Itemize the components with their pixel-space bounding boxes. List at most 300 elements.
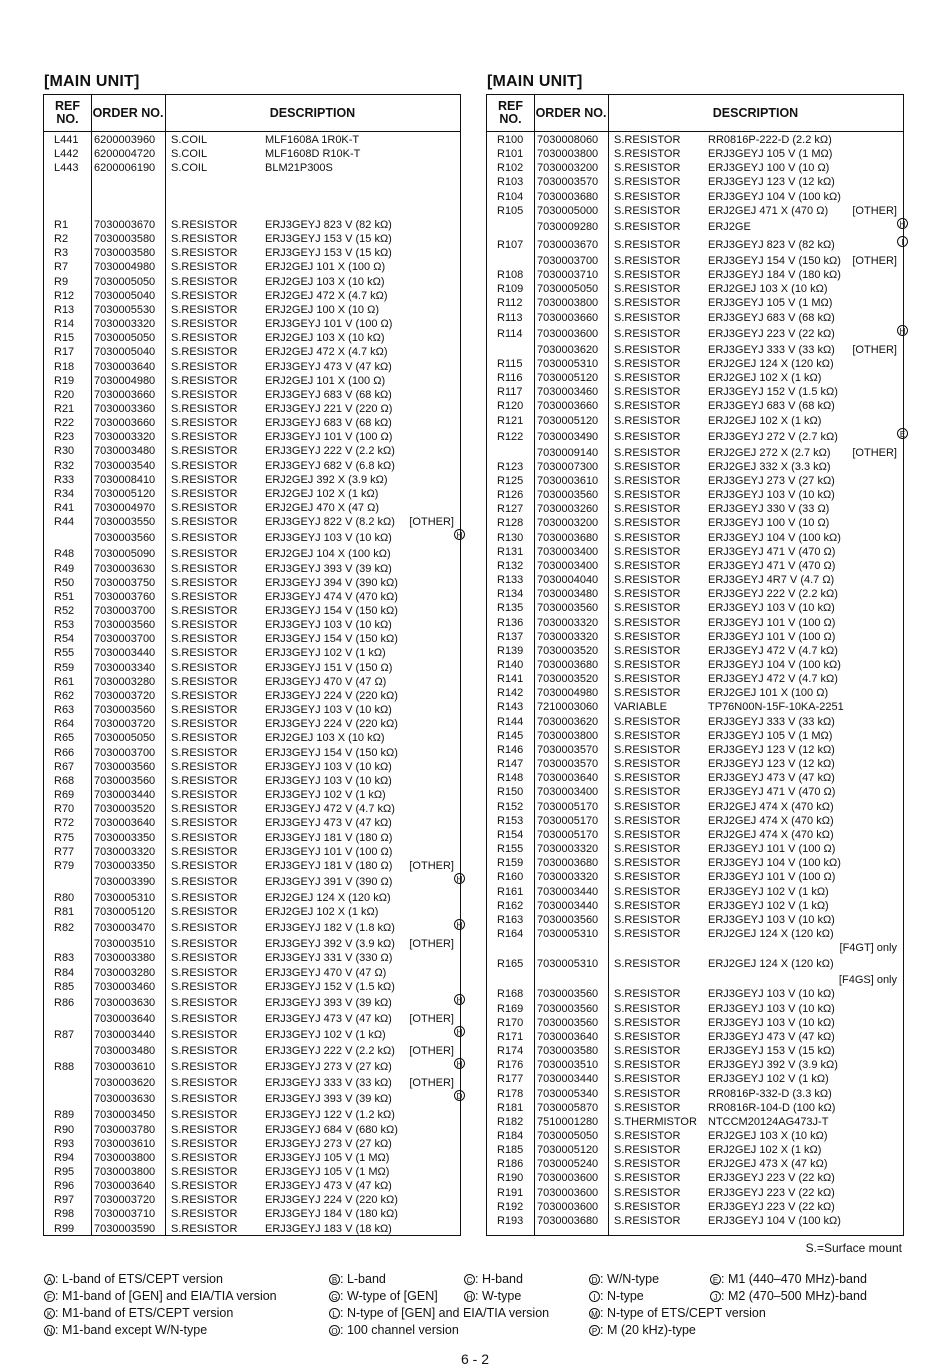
order-cell: 7030003460 — [94, 980, 156, 993]
ref-cell: R112 — [497, 297, 523, 310]
description-cell: ERJ3GEYJ 153 V (15 kΩ) — [708, 1045, 835, 1058]
order-cell: 7030008060 — [537, 134, 599, 146]
table-row — [487, 446, 903, 460]
description-cell: ERJ3GEYJ 683 V (68 kΩ) — [265, 417, 392, 430]
legend-text: : L-band of ETS/CEPT version — [55, 1272, 223, 1286]
description-cell: ERJ3GEYJ 393 V (39 kΩ) — [265, 1093, 392, 1106]
table-row — [44, 1123, 460, 1137]
table-row — [487, 842, 903, 856]
order-cell: 6200004720 — [94, 148, 156, 161]
table-row — [487, 147, 903, 161]
description-cell: ERJ3GEYJ 154 V (150 kΩ) — [708, 254, 841, 267]
legend-text: : M1-band except W/N-type — [55, 1323, 208, 1337]
table-row — [487, 311, 903, 325]
description-cell: ERJ2GEJ 474 X (470 kΩ) — [708, 800, 834, 813]
description-cell: ERJ3GEYJ 103 V (10 kΩ) — [708, 1002, 835, 1015]
table-row — [487, 1087, 903, 1101]
description-cell: ERJ3GEYJ 103 V (10 kΩ) — [265, 619, 392, 632]
header-ref: REF NO. — [55, 99, 80, 126]
part-type-cell: S.RESISTOR — [171, 303, 238, 316]
part-type-cell: S.RESISTOR — [171, 845, 238, 858]
table-row — [487, 743, 903, 757]
order-cell: 7030003630 — [94, 1093, 156, 1106]
part-type-cell: S.RESISTOR — [614, 758, 681, 771]
ref-cell: R165 — [497, 958, 524, 971]
order-cell: 7030003600 — [537, 1186, 599, 1199]
description-cell: ERJ3GEYJ 100 V (10 Ω) — [708, 162, 830, 175]
table-row — [44, 260, 460, 274]
version-mark-icon: K — [44, 1308, 55, 1319]
legend-text: : 100 channel version — [340, 1323, 459, 1337]
table-row — [44, 345, 460, 359]
order-cell: 7030003670 — [94, 218, 156, 231]
part-type-cell: S.RESISTOR — [171, 1222, 238, 1235]
order-cell: 7030003800 — [94, 1166, 156, 1178]
order-cell: 7030003350 — [94, 859, 156, 872]
table-row — [487, 414, 903, 428]
ref-cell: R145 — [497, 729, 524, 742]
ref-cell: R160 — [497, 871, 524, 884]
part-type-cell: S.RESISTOR — [171, 562, 238, 575]
table-row — [487, 190, 903, 204]
description-cell: BLM21P300S — [265, 162, 333, 175]
ref-cell: R141 — [497, 673, 524, 686]
table-row — [44, 1207, 460, 1221]
part-type-cell: S.RESISTOR — [614, 1002, 681, 1015]
ref-cell: R150 — [497, 786, 524, 799]
description-cell: ERJ3GEYJ 104 V (100 kΩ) — [708, 659, 841, 671]
part-type-cell: S.RESISTOR — [614, 545, 681, 558]
description-cell: ERJ3GEYJ 100 V (10 Ω) — [708, 517, 830, 530]
part-type-cell: S.RESISTOR — [171, 906, 238, 919]
description-cell: ERJ3GEYJ 123 V (12 kΩ) — [708, 758, 835, 771]
legend-item — [589, 1323, 696, 1337]
order-cell: 7030005040 — [94, 289, 156, 302]
legend-item — [44, 1289, 277, 1303]
ref-cell: R3 — [54, 247, 69, 260]
order-cell: 7030003610 — [94, 1061, 156, 1074]
version-mark-icon: H — [454, 1026, 465, 1037]
description-cell: ERJ2GEJ 101 X (100 Ω) — [265, 374, 386, 387]
description-cell: ERJ3GEYJ 101 V (100 Ω) — [265, 318, 393, 331]
description-cell: ERJ3GEYJ 104 V (100 kΩ) — [708, 531, 841, 544]
ref-cell: R128 — [497, 517, 524, 530]
table-row — [487, 828, 903, 842]
order-cell: 7030003590 — [94, 1222, 156, 1235]
order-cell: 7030005310 — [537, 357, 599, 370]
table-row — [44, 161, 460, 175]
part-type-cell: S.RESISTOR — [614, 927, 681, 940]
order-cell: 7030003680 — [537, 857, 599, 870]
ref-cell: R17 — [54, 346, 75, 359]
ref-cell: R105 — [497, 204, 524, 217]
description-cell: RR0816R-104-D (100 kΩ) — [708, 1101, 836, 1114]
ref-cell: R51 — [54, 590, 75, 603]
part-type-cell: S.RESISTOR — [171, 431, 238, 444]
order-cell: 7030004980 — [94, 261, 156, 274]
ref-cell: R116 — [497, 372, 523, 385]
order-cell: 7030003660 — [537, 311, 599, 324]
order-cell: 7030003580 — [537, 1045, 599, 1058]
order-cell: 7030003460 — [537, 386, 599, 399]
description-cell: ERJ3GEYJ 472 V (4.7 kΩ) — [265, 803, 395, 816]
ref-cell: R102 — [497, 162, 524, 175]
version-mark-icon: D — [454, 1090, 465, 1101]
variant-tag: [OTHER] — [409, 859, 454, 872]
part-type-cell: S.RESISTOR — [614, 857, 681, 870]
table-row — [487, 899, 903, 913]
order-cell: 7030003640 — [537, 772, 599, 785]
description-cell: ERJ3GEYJ 823 V (82 kΩ) — [708, 238, 835, 251]
legend-item — [589, 1272, 659, 1286]
order-cell: 7030003320 — [537, 616, 599, 629]
table-row — [487, 204, 903, 218]
description-cell: ERJ3GEYJ 222 V (2.2 kΩ) — [708, 588, 838, 601]
ref-cell: R177 — [497, 1073, 524, 1086]
description-cell: ERJ3GEYJ 102 V (1 kΩ) — [265, 647, 386, 660]
ref-cell: R126 — [497, 489, 524, 502]
order-cell: 7030003520 — [94, 803, 156, 816]
order-cell: 7030003630 — [94, 562, 156, 575]
part-type-cell: S.RESISTOR — [614, 400, 681, 413]
part-type-cell: S.RESISTOR — [171, 445, 238, 458]
part-type-cell: S.RESISTOR — [614, 687, 681, 700]
header-order: ORDER NO. — [92, 105, 164, 120]
description-cell: ERJ3GEYJ 222 V (2.2 kΩ) — [265, 1045, 395, 1058]
description-cell: ERJ3GEYJ 470 V (47 Ω) — [265, 966, 387, 979]
order-cell: 7030003390 — [94, 875, 156, 888]
order-cell: 7030004040 — [537, 574, 599, 587]
ref-cell: R90 — [54, 1123, 75, 1136]
ref-cell: R136 — [497, 616, 524, 629]
ref-cell: R130 — [497, 531, 524, 544]
part-type-cell: S.RESISTOR — [171, 1077, 238, 1090]
description-cell: ERJ3GEYJ 101 V (100 Ω) — [708, 630, 836, 643]
part-type-cell: S.RESISTOR — [614, 162, 681, 175]
order-cell: 7030003640 — [537, 1030, 599, 1043]
part-type-cell: S.RESISTOR — [614, 220, 681, 233]
table-row — [44, 360, 460, 374]
table-body — [487, 133, 906, 1228]
description-cell: ERJ3GEYJ 104 V (100 kΩ) — [708, 1214, 841, 1227]
part-type-cell: S.RESISTOR — [171, 760, 238, 773]
table-row — [44, 1151, 460, 1165]
order-cell: 7030003640 — [94, 817, 156, 830]
order-cell: 6200006190 — [94, 162, 156, 175]
table-row — [487, 296, 903, 310]
order-cell: 7030005050 — [94, 732, 156, 745]
table-row — [487, 428, 906, 446]
order-cell: 7030003800 — [94, 1151, 156, 1164]
order-cell: 7030005050 — [94, 275, 156, 288]
ref-cell: L443 — [54, 162, 79, 175]
legend-item — [44, 1323, 207, 1337]
description-cell: ERJ3GEYJ 102 V (1 kΩ) — [708, 899, 829, 912]
part-type-cell: S.RESISTOR — [171, 1137, 238, 1150]
ref-cell: R15 — [54, 332, 75, 345]
variant-tag: [OTHER] — [409, 938, 454, 951]
legend-text: : L-band — [340, 1272, 386, 1286]
ref-cell: R7 — [54, 261, 69, 274]
description-cell: ERJ3GEYJ 103 V (10 kΩ) — [708, 913, 835, 926]
table-row — [44, 275, 460, 289]
table-row — [44, 632, 460, 646]
ref-cell: R185 — [497, 1144, 524, 1157]
part-type-cell: S.RESISTOR — [614, 574, 681, 587]
table-row — [44, 746, 460, 760]
order-cell: 7030003710 — [94, 1208, 156, 1221]
ref-cell: R50 — [54, 576, 75, 589]
order-cell: 7030003720 — [94, 1194, 156, 1207]
description-cell: ERJ3GEYJ 105 V (1 MΩ) — [708, 729, 833, 742]
part-type-cell: S.RESISTOR — [171, 1123, 238, 1136]
part-type-cell: S.RESISTOR — [171, 318, 238, 331]
description-cell: ERJ3GEYJ 393 V (39 kΩ) — [265, 996, 392, 1009]
order-cell: 7030003700 — [94, 633, 156, 646]
part-type-cell: S.RESISTOR — [171, 487, 238, 500]
variant-tag: [OTHER] — [852, 446, 897, 459]
table-row — [44, 175, 460, 189]
description-cell: ERJ3GEYJ 272 V (2.7 kΩ) — [708, 430, 838, 443]
table-row — [44, 816, 460, 830]
order-cell: 7030003440 — [94, 789, 156, 802]
legend-item — [589, 1289, 644, 1303]
ref-cell: R75 — [54, 831, 75, 844]
ref-cell: R72 — [54, 817, 75, 830]
table-row — [44, 1193, 460, 1207]
table-row — [487, 856, 903, 870]
legend-item — [710, 1289, 867, 1303]
surface-mount-note: S.=Surface mount — [805, 1241, 902, 1255]
table-row — [487, 913, 903, 927]
order-cell: 7030003710 — [537, 269, 599, 282]
table-row — [44, 147, 460, 161]
table-row — [487, 616, 903, 630]
table-row — [44, 966, 460, 980]
part-type-cell: S.RESISTOR — [614, 715, 681, 728]
description-cell: ERJ3GEYJ 223 V (22 kΩ) — [708, 327, 835, 340]
order-cell: 7030005170 — [537, 828, 599, 841]
table-row — [487, 955, 903, 973]
description-cell: ERJ3GEYJ 101 V (100 Ω) — [708, 871, 836, 884]
order-cell: 7030005050 — [537, 283, 599, 296]
table-row — [44, 515, 460, 529]
description-cell: ERJ3GEYJ 103 V (10 kΩ) — [265, 774, 392, 787]
table-row — [44, 501, 460, 515]
part-type-cell: S.RESISTOR — [171, 1180, 238, 1193]
order-cell: 7030003440 — [94, 1029, 156, 1042]
description-cell: ERJ2GEJ 124 X (120 kΩ) — [708, 958, 834, 971]
description-cell: ERJ3GEYJ 822 V (8.2 kΩ) — [265, 516, 395, 529]
legend-item — [710, 1272, 867, 1286]
description-cell: NTCCM20124AG473J-T — [708, 1115, 829, 1128]
description-cell: ERJ3GEYJ 184 V (180 kΩ) — [265, 1208, 398, 1221]
description-cell: ERJ3GEYJ 103 V (10 kΩ) — [265, 704, 392, 717]
ref-cell: R120 — [497, 400, 524, 413]
description-cell: ERJ2GEJ 101 X (100 Ω) — [708, 687, 829, 700]
version-mark-icon: H — [454, 994, 465, 1005]
version-mark-icon: I — [897, 236, 908, 247]
part-type-cell: S.RESISTOR — [171, 459, 238, 472]
ref-cell: R161 — [497, 885, 524, 898]
order-cell: 7030003520 — [537, 644, 599, 657]
order-cell: 7030003720 — [94, 689, 156, 702]
table-row — [487, 885, 903, 899]
table-row — [487, 630, 903, 644]
description-cell: ERJ3GEYJ 123 V (12 kΩ) — [708, 743, 835, 756]
table-row — [44, 980, 460, 994]
part-type-cell: S.RESISTOR — [614, 503, 681, 516]
variant-tag: [OTHER] — [409, 516, 454, 529]
order-cell: 7030003440 — [537, 899, 599, 912]
ref-cell: R44 — [54, 516, 75, 529]
description-cell: ERJ3GEYJ 105 V (1 MΩ) — [708, 297, 833, 310]
ref-cell: R89 — [54, 1109, 75, 1122]
table-row — [487, 1016, 903, 1030]
part-type-cell: S.RESISTOR — [614, 148, 681, 161]
table-row — [487, 325, 906, 343]
table-row — [487, 672, 903, 686]
part-type-cell: S.RESISTOR — [171, 275, 238, 288]
ref-cell: R184 — [497, 1130, 524, 1142]
table-row — [487, 236, 903, 254]
part-type-cell: S.RESISTOR — [614, 1158, 681, 1171]
part-type-cell: S.RESISTOR — [171, 590, 238, 603]
description-cell: ERJ3GEYJ 221 V (220 Ω) — [265, 402, 393, 415]
part-type-cell: S.RESISTOR — [171, 346, 238, 359]
description-cell: ERJ3GEYJ 123 V (12 kΩ) — [708, 176, 835, 189]
ref-cell: R66 — [54, 746, 75, 759]
description-cell: ERJ3GEYJ 470 V (47 Ω) — [265, 675, 387, 688]
order-cell: 7030005120 — [537, 1144, 599, 1157]
part-type-cell: VARIABLE — [614, 701, 667, 714]
table-row — [44, 402, 460, 416]
page-number: 6 - 2 — [460, 1351, 489, 1367]
ref-cell: R84 — [54, 966, 75, 979]
description-cell: ERJ3GEYJ 101 V (100 Ω) — [265, 845, 393, 858]
part-type-cell: S.RESISTOR — [171, 996, 238, 1009]
legend-text: : M1-band of ETS/CEPT version — [55, 1306, 234, 1320]
table-row — [44, 831, 460, 845]
table-row — [487, 488, 903, 502]
legend-text: : M (20 kHz)-type — [600, 1323, 696, 1337]
table-row — [44, 576, 460, 590]
ref-cell: R121 — [497, 414, 524, 427]
ref-cell: R100 — [497, 134, 524, 146]
ref-cell: R99 — [54, 1222, 75, 1235]
part-type-cell: S.RESISTOR — [614, 238, 681, 251]
description-cell: ERJ3GEYJ 222 V (2.2 kΩ) — [265, 445, 395, 458]
order-cell: 7030005120 — [94, 487, 156, 500]
part-type-cell: S.RESISTOR — [614, 843, 681, 856]
description-cell: ERJ3GEYJ 471 V (470 Ω) — [708, 559, 836, 572]
part-type-cell: S.RESISTOR — [614, 786, 681, 799]
table-row — [44, 845, 460, 859]
table-row — [44, 303, 460, 317]
description-cell: ERJ3GEYJ 102 V (1 kΩ) — [265, 789, 386, 802]
ref-cell: L441 — [54, 134, 79, 146]
order-cell: 7030003440 — [537, 1073, 599, 1086]
order-cell: 7030005340 — [537, 1087, 599, 1100]
description-cell: ERJ3GEYJ 224 V (220 kΩ) — [265, 689, 398, 702]
order-cell: 7030008410 — [94, 473, 156, 486]
table-row — [44, 246, 460, 260]
order-cell: 7030003680 — [537, 190, 599, 203]
part-type-cell: S.RESISTOR — [614, 644, 681, 657]
ref-cell: R139 — [497, 644, 524, 657]
order-cell: 7030003440 — [537, 885, 599, 898]
part-type-cell: S.RESISTOR — [171, 922, 238, 935]
part-type-cell: S.RESISTOR — [171, 473, 238, 486]
part-type-cell: S.RESISTOR — [614, 800, 681, 813]
table-row — [44, 1179, 460, 1193]
order-cell: 7030003560 — [537, 489, 599, 502]
description-cell: ERJ3GEYJ 392 V (3.9 kΩ) — [708, 1059, 838, 1072]
order-cell: 7030003200 — [537, 162, 599, 175]
order-cell: 7030003680 — [537, 1214, 599, 1227]
description-cell: ERJ2GEJ 102 X (1 kΩ) — [265, 487, 379, 500]
description-cell: ERJ3GEYJ 473 V (47 kΩ) — [708, 772, 835, 785]
description-cell: ERJ3GEYJ 181 V (180 Ω) — [265, 831, 393, 844]
description-cell: ERJ3GEYJ 473 V (47 kΩ) — [708, 1030, 835, 1043]
description-cell: ERJ3GEYJ 154 V (150 kΩ) — [265, 605, 398, 617]
order-cell: 7030003620 — [94, 1077, 156, 1090]
part-type-cell: S.RESISTOR — [614, 414, 681, 427]
table-row — [487, 559, 903, 573]
part-type-cell: S.RESISTOR — [614, 1045, 681, 1058]
version-mark-icon: O — [329, 1325, 340, 1336]
table-row — [487, 460, 903, 474]
table-row — [44, 951, 460, 965]
part-type-cell: S.RESISTOR — [171, 1194, 238, 1207]
ref-cell: R67 — [54, 760, 75, 773]
version-mark-icon: F — [44, 1291, 55, 1302]
description-cell: ERJ3GEYJ 101 V (100 Ω) — [708, 616, 836, 629]
table-row — [44, 788, 460, 802]
ref-cell: R154 — [497, 828, 524, 841]
ref-cell: R193 — [497, 1214, 524, 1227]
part-type-cell: S.RESISTOR — [171, 831, 238, 844]
ref-cell: R107 — [497, 238, 524, 251]
order-cell: 7030004970 — [94, 502, 156, 515]
table-row — [487, 700, 903, 714]
part-type-cell: S.RESISTOR — [614, 1214, 681, 1227]
part-type-cell: S.RESISTOR — [171, 1166, 238, 1178]
ref-cell: R79 — [54, 859, 75, 872]
part-type-cell: S.RESISTOR — [614, 372, 681, 385]
order-cell: 7030003380 — [94, 952, 156, 965]
ref-cell: R109 — [497, 283, 524, 296]
ref-cell: R169 — [497, 1002, 524, 1015]
order-cell: 7030003520 — [537, 673, 599, 686]
table-row — [487, 658, 903, 672]
ref-cell: R137 — [497, 630, 524, 643]
table-row — [44, 374, 460, 388]
order-cell: 6200003960 — [94, 134, 156, 146]
table-row — [44, 760, 460, 774]
description-cell: ERJ2GEJ 102 X (1 kΩ) — [708, 372, 822, 385]
table-row — [44, 1137, 460, 1151]
ref-cell: R178 — [497, 1087, 524, 1100]
version-mark-icon: P — [589, 1325, 600, 1336]
description-cell: ERJ3GEYJ 683 V (68 kΩ) — [708, 311, 835, 324]
table-row — [44, 317, 460, 331]
description-cell: ERJ2GE — [708, 220, 751, 233]
ref-cell: R81 — [54, 906, 75, 919]
description-cell: ERJ3GEYJ 102 V (1 kΩ) — [708, 885, 829, 898]
ref-cell: R30 — [54, 445, 75, 458]
table-row — [487, 1030, 903, 1044]
